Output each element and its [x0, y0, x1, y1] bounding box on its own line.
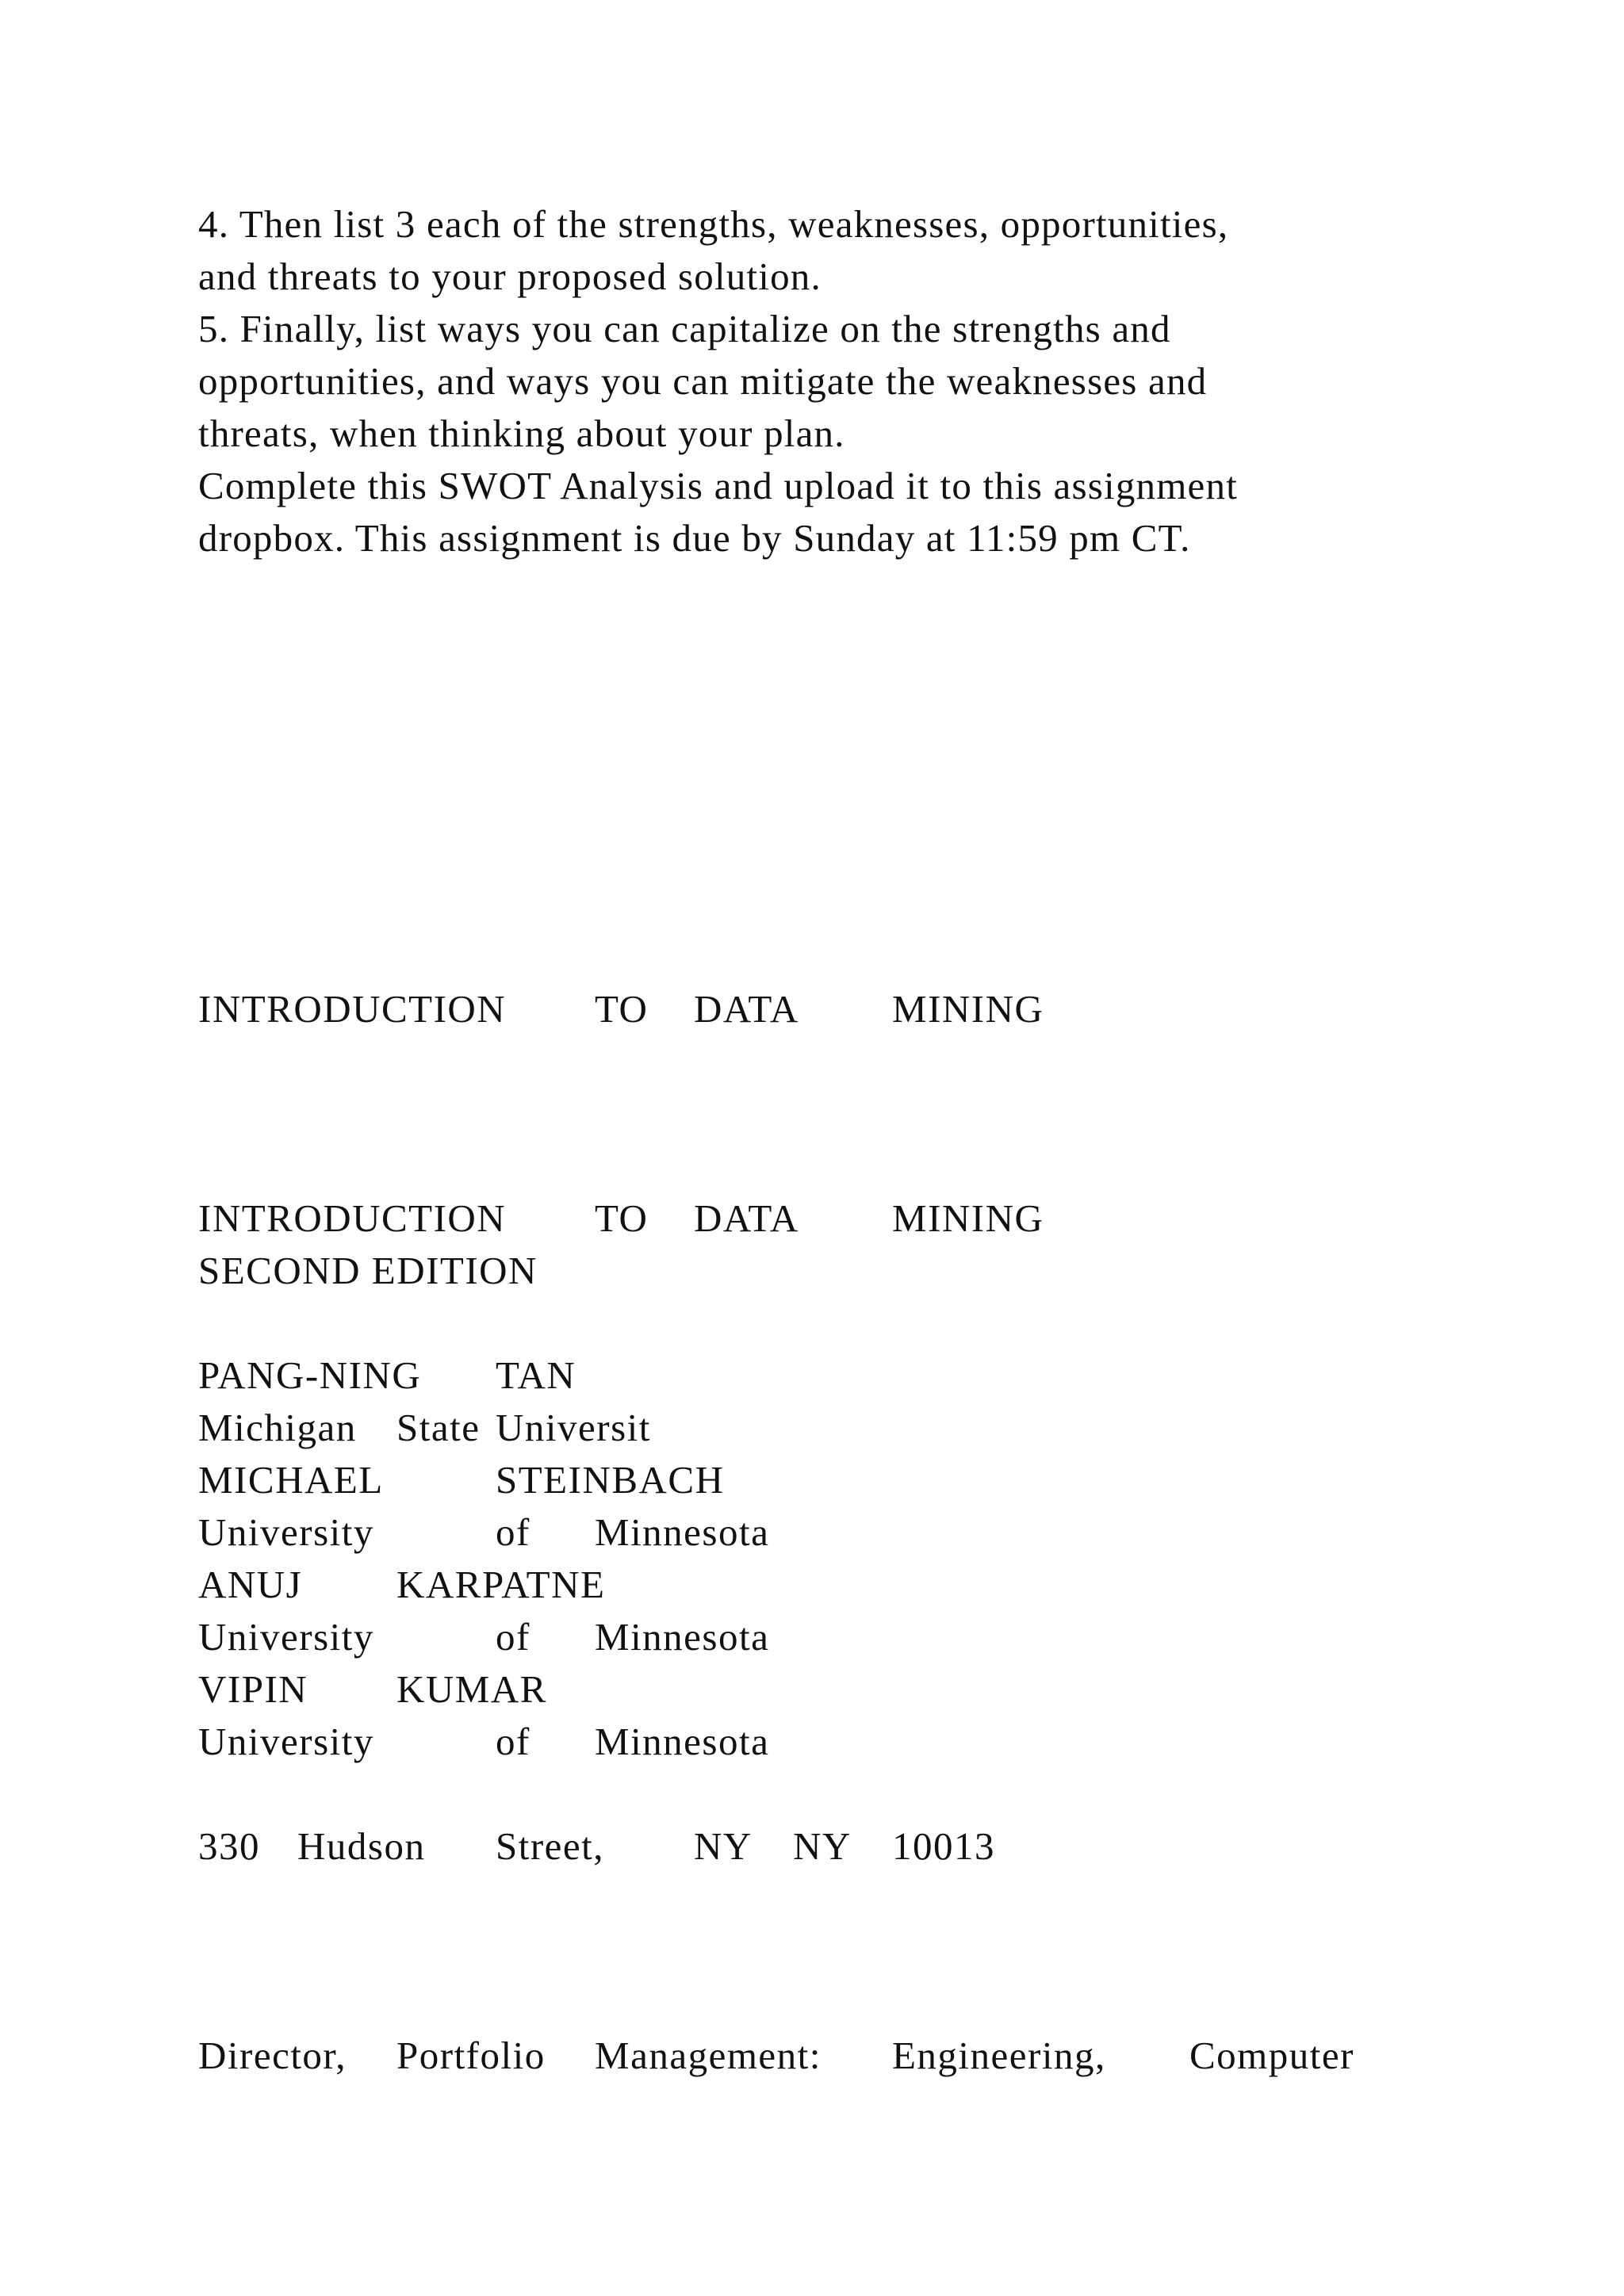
affiliation-word: of — [496, 1615, 530, 1659]
affiliation-word: University — [198, 1615, 374, 1659]
affiliation-word: Minnesota — [595, 1615, 770, 1659]
director-word: Portfolio — [396, 2034, 546, 2077]
author-first: MICHAEL — [198, 1458, 384, 1502]
affiliation-word: Minnesota — [595, 1720, 770, 1763]
instruction-line: 4. Then list 3 each of the strengths, weaknesses, opportunities, — [198, 202, 1229, 246]
director-word: Director, — [198, 2034, 347, 2077]
affiliation-word: State — [396, 1406, 481, 1449]
affiliation-word: Michigan — [198, 1406, 357, 1449]
address-part: 330 — [198, 1824, 260, 1868]
instruction-line: threats, when thinking about your plan. — [198, 411, 845, 455]
instruction-line: dropbox. This assignment is due by Sunday at 11:59 pm CT. — [198, 516, 1191, 560]
affiliation-word: of — [496, 1720, 530, 1763]
director-word: Engineering, — [892, 2034, 1106, 2077]
affiliation-word: Minnesota — [595, 1510, 770, 1554]
author-first: ANUJ — [198, 1563, 303, 1606]
author-last: KARPATNE — [396, 1563, 606, 1606]
affiliation-word: University — [198, 1510, 374, 1554]
author-last: KUMAR — [396, 1667, 547, 1711]
title-word: MINING — [892, 1196, 1044, 1240]
address-part: Street, — [496, 1824, 605, 1868]
title-word: DATA — [694, 1196, 799, 1240]
instruction-line: 5. Finally, list ways you can capitalize on the strengths and — [198, 307, 1171, 350]
title-word: TO — [595, 987, 649, 1031]
address-part: 10013 — [892, 1824, 995, 1868]
author-last: STEINBACH — [496, 1458, 725, 1502]
director-word: Computer — [1189, 2034, 1354, 2077]
affiliation-word: University — [198, 1720, 374, 1763]
address-part: Hudson — [297, 1824, 426, 1868]
author-first: VIPIN — [198, 1667, 308, 1711]
title-word: INTRODUCTION — [198, 1196, 507, 1240]
instruction-line: opportunities, and ways you can mitigate the weaknesses and — [198, 359, 1208, 403]
edition-text: SECOND EDITION — [198, 1249, 538, 1292]
author-first: PANG-NING — [198, 1353, 422, 1397]
affiliation-word: of — [496, 1510, 530, 1554]
instruction-line: Complete this SWOT Analysis and upload it to this assignment — [198, 464, 1239, 507]
title-word: DATA — [694, 987, 799, 1031]
director-word: Management: — [595, 2034, 822, 2077]
author-last: TAN — [496, 1353, 576, 1397]
address-part: NY — [793, 1824, 852, 1868]
instruction-line: and threats to your proposed solution. — [198, 254, 822, 298]
address-part: NY — [694, 1824, 753, 1868]
title-word: MINING — [892, 987, 1044, 1031]
affiliation-word: Universit — [496, 1406, 651, 1449]
title-word: TO — [595, 1196, 649, 1240]
title-word: INTRODUCTION — [198, 987, 507, 1031]
